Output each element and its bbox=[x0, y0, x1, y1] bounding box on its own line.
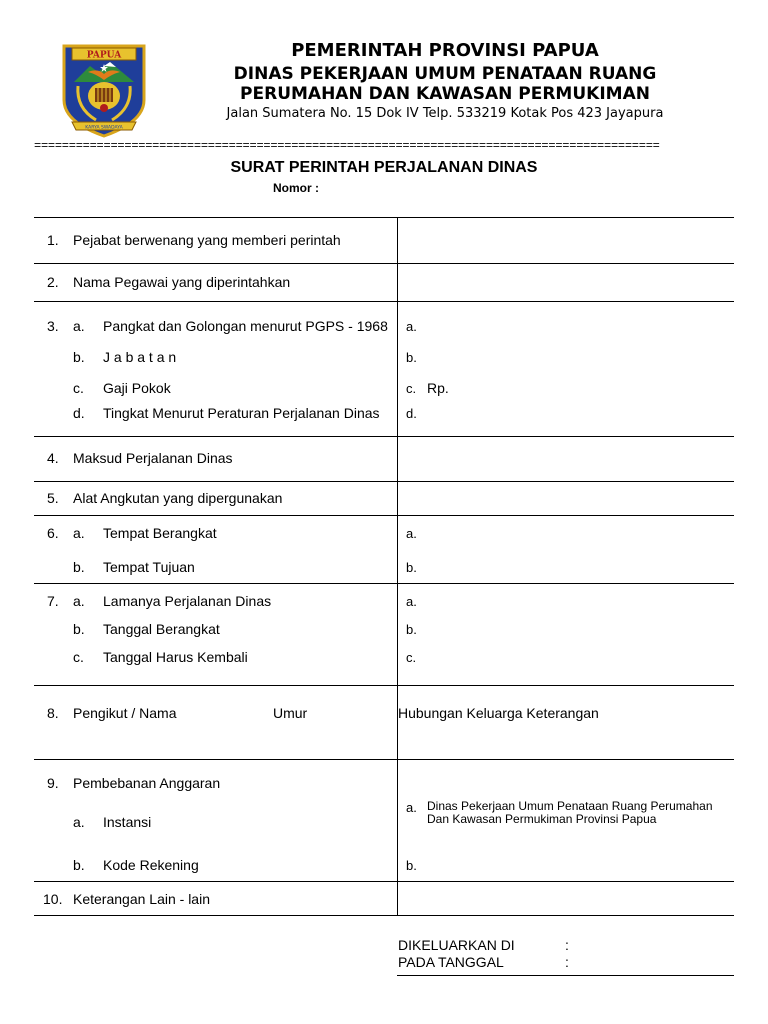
sub-item-letter: b. bbox=[73, 349, 85, 365]
value-letter: a. bbox=[406, 800, 417, 815]
issued-at-label: DIKELUARKAN DI bbox=[398, 937, 515, 953]
row-label: Pengikut / Nama bbox=[73, 705, 177, 721]
document-number-label: Nomor : bbox=[273, 181, 319, 195]
row-number: 10. bbox=[43, 891, 63, 907]
row-number: 7. bbox=[47, 593, 59, 609]
sub-item-letter: d. bbox=[73, 405, 85, 421]
table-line bbox=[34, 881, 734, 882]
header-department-title: DINAS PEKERJAAN UMUM PENATAAN RUANG bbox=[233, 64, 657, 84]
table-line bbox=[34, 301, 734, 302]
row-label: Alat Angkutan yang dipergunakan bbox=[73, 490, 283, 506]
sub-item-label: Tanggal Berangkat bbox=[103, 621, 220, 637]
papua-province-emblem-logo bbox=[58, 42, 150, 138]
row-number: 9. bbox=[47, 775, 59, 791]
value-currency: Rp. bbox=[427, 380, 449, 396]
table-line bbox=[34, 685, 734, 686]
header-address: Jalan Sumatera No. 15 Dok IV Telp. 533219 Kotak Pos 423 Jayapura bbox=[226, 106, 664, 121]
sub-item-label: Tanggal Harus Kembali bbox=[103, 649, 248, 665]
value-letter: a. bbox=[406, 594, 417, 609]
footer-underline bbox=[397, 975, 734, 976]
row-label: Maksud Perjalanan Dinas bbox=[73, 450, 233, 466]
row-label: Pejabat berwenang yang memberi perintah bbox=[73, 232, 341, 248]
date-label: PADA TANGGAL bbox=[398, 954, 504, 970]
sub-item-letter: b. bbox=[73, 559, 85, 575]
table-line bbox=[34, 583, 734, 584]
sub-item-label: Pangkat dan Golongan menurut PGPS - 1968 bbox=[103, 318, 388, 334]
sub-item-label: Tempat Berangkat bbox=[103, 525, 217, 541]
value-letter: a. bbox=[406, 319, 417, 334]
table-line bbox=[34, 436, 734, 437]
value-letter: b. bbox=[406, 560, 417, 575]
sub-item-label: Kode Rekening bbox=[103, 857, 199, 873]
row-number: 1. bbox=[47, 232, 59, 248]
table-line bbox=[34, 217, 734, 218]
value-letter: b. bbox=[406, 858, 417, 873]
header-government-title: PEMERINTAH PROVINSI PAPUA bbox=[291, 40, 599, 61]
table-line bbox=[34, 515, 734, 516]
sub-item-letter: b. bbox=[73, 857, 85, 873]
row-label: Pembebanan Anggaran bbox=[73, 775, 221, 791]
column-header-age: Umur bbox=[273, 705, 308, 721]
table-line bbox=[34, 759, 734, 760]
value-letter: c. bbox=[406, 650, 417, 665]
table-line bbox=[34, 481, 734, 482]
sub-item-label: Gaji Pokok bbox=[103, 380, 171, 396]
value-letter: a. bbox=[406, 526, 417, 541]
sub-item-letter: a. bbox=[73, 814, 85, 830]
value-letter: b. bbox=[406, 622, 417, 637]
table-line bbox=[34, 263, 734, 264]
sub-item-letter: c. bbox=[73, 380, 84, 396]
budget-agency-line-1: Dinas Pekerjaan Umum Penataan Ruang Perumahan bbox=[427, 799, 713, 813]
sub-item-label: J a b a t a n bbox=[103, 349, 177, 365]
row-label: Keterangan Lain - lain bbox=[73, 891, 210, 907]
row-number: 3. bbox=[47, 318, 59, 334]
value-letter: d. bbox=[406, 406, 417, 421]
table-column-divider bbox=[397, 217, 398, 915]
table-line bbox=[34, 915, 734, 916]
sub-item-letter: a. bbox=[73, 525, 85, 541]
row-label: Nama Pegawai yang diperintahkan bbox=[73, 274, 291, 290]
svg-text:PAPUA: PAPUA bbox=[86, 50, 122, 61]
date-colon: : bbox=[565, 954, 569, 970]
row-number: 2. bbox=[47, 274, 59, 290]
header-separator: ========================================================================================== bbox=[34, 139, 660, 153]
value-letter: b. bbox=[406, 350, 417, 365]
sub-item-label: Instansi bbox=[103, 814, 152, 830]
sub-item-letter: c. bbox=[73, 649, 84, 665]
value-letter: c. bbox=[406, 381, 417, 396]
issued-at-colon: : bbox=[565, 937, 569, 953]
sub-item-label: Tingkat Menurut Peraturan Perjalanan Dinas bbox=[103, 405, 380, 421]
row-number: 8. bbox=[47, 705, 59, 721]
document-title: SURAT PERINTAH PERJALANAN DINAS bbox=[230, 159, 538, 176]
column-header-relationship-notes: Hubungan Keluarga Keterangan bbox=[398, 705, 599, 721]
budget-agency-line-2: Dan Kawasan Permukiman Provinsi Papua bbox=[427, 812, 657, 826]
sub-item-letter: b. bbox=[73, 621, 85, 637]
sub-item-label: Tempat Tujuan bbox=[103, 559, 195, 575]
svg-text:KARYA SWADAYA: KARYA SWADAYA bbox=[85, 125, 123, 131]
sub-item-letter: a. bbox=[73, 593, 85, 609]
row-number: 5. bbox=[47, 490, 59, 506]
row-number: 4. bbox=[47, 450, 59, 466]
header-department-subtitle: PERUMAHAN DAN KAWASAN PERMUKIMAN bbox=[240, 84, 650, 104]
sub-item-label: Lamanya Perjalanan Dinas bbox=[103, 593, 272, 609]
row-number: 6. bbox=[47, 525, 59, 541]
sub-item-letter: a. bbox=[73, 318, 85, 334]
